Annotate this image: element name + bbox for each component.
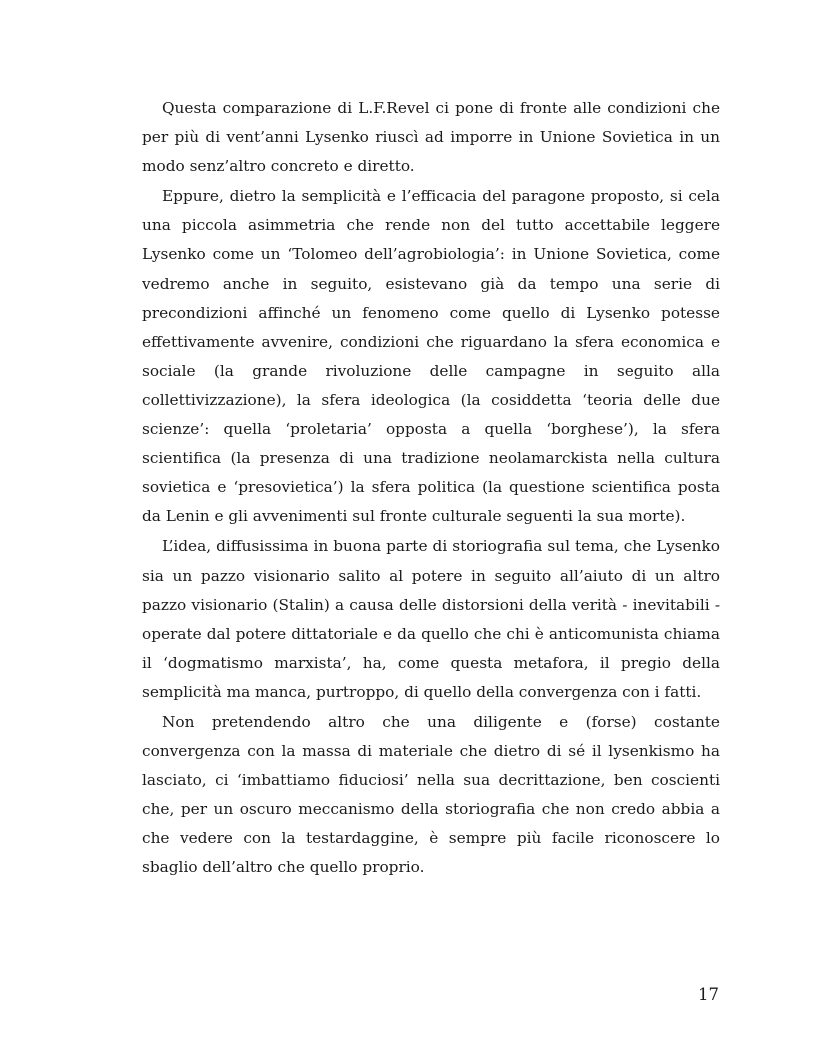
paragraph-3: L’idea, diffusissima in buona parte di storiografia sul tema, che Lysenko sia un pazzo visionario salito al potere in seguito all’aiuto di un altro pazzo visionario (Stalin) a causa delle distorsioni della verità - inevitabili - operate dal potere dittatoriale e da quello che chi è anticomunista chiama il ‘dogmatismo marxista’, ha, come questa metafora, il pregio della semplicità ma manca, purtroppo, di quello della convergenza con i fatti. [142,537,720,701]
page-number: 17 [698,985,719,1004]
paragraph-1: Questa comparazione di L.F.Revel ci pone di fronte alle condizioni che per più di vent’anni Lysenko riuscì ad imporre in Unione Sovietica in un modo senz’altro concreto e diretto. [142,99,720,176]
paragraph-4: Non pretendendo altro che una diligente e (forse) costante convergenza con la massa di materiale che dietro di sé il lysenkismo ha lasciato, ci ‘imbattiamo fiduciosi’ nella sua decrittazione, ben coscienti che, per un oscuro meccanismo della storiografia che non credo abbia a che vedere con la testardaggine, è sempre più facile riconoscere lo sbaglio dell’altro che quello proprio. [142,712,720,877]
paragraph-2: Eppure, dietro la semplicità e l’efficacia del paragone proposto, si cela una piccola asimmetria che rende non del tutto accettabile leggere Lysenko come un ‘Tolomeo dell’agrobiologia’: in Unione Sovietica, come vedremo anche in seguito, esistevano già da tempo una serie di precondizioni affinché un fenomeno come quello di Lysenko potesse effettivamente avvenire, condizioni che riguardano la sfera economica e sociale (la grande rivoluzione delle campagne in seguito alla collettivizzazione), la sfera ideologica (la cosiddetta ‘teoria delle due scienze’: quella ‘proletaria’ opposta a quella ‘borghese’), la sfera scientifica (la presenza di una tradizione neolamarckista nella cultura sovietica e ‘presovietica’) la sfera politica (la questione scientifica posta da Lenin e gli avvenimenti sul fronte culturale seguenti la sua morte). [142,187,720,526]
body-text [142,94,720,884]
